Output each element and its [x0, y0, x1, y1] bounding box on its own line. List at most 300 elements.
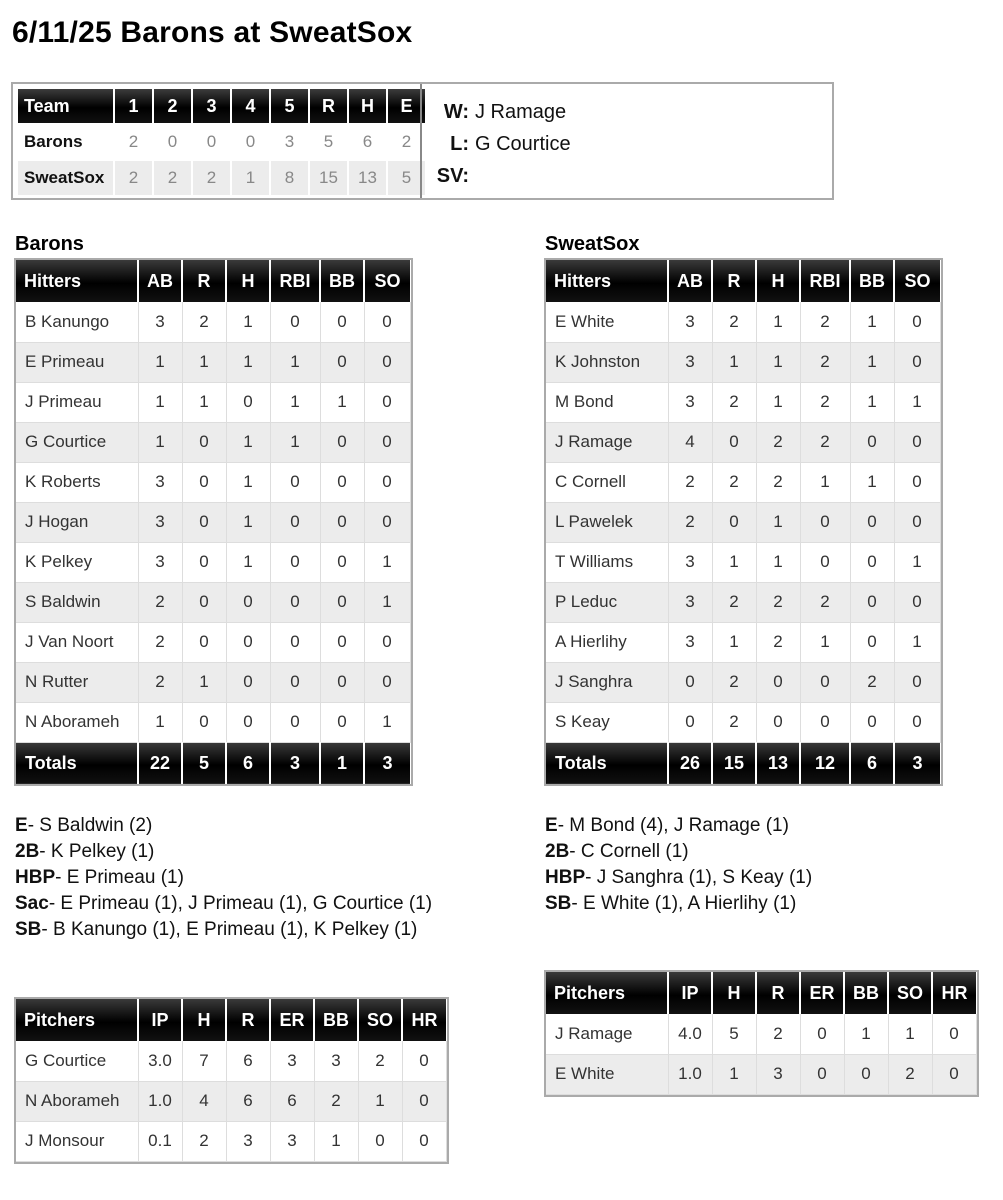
note-text: - S Baldwin (2) [27, 815, 153, 836]
stat-cell: 1 [756, 342, 800, 382]
stat-cell: 3 [138, 542, 182, 582]
totals-cell: 3 [894, 742, 940, 784]
player-name: J Primeau [16, 382, 138, 422]
player-name: N Aborameh [16, 1081, 138, 1121]
stat-cell: 0 [844, 1054, 888, 1094]
stat-cell: 0 [894, 302, 940, 342]
stat-cell: 1 [850, 382, 894, 422]
barons-notes [15, 813, 432, 943]
note-label: SB [15, 919, 42, 940]
sweatsox-pitchers-header [546, 972, 976, 1014]
column-header: Pitchers [546, 972, 668, 1014]
sweatsox-heading: SweatSox [545, 233, 640, 255]
stat-cell: 0 [320, 422, 364, 462]
line-score-panel [11, 82, 834, 200]
stat-cell: 3 [270, 1041, 314, 1081]
table-row [16, 422, 410, 462]
stat-cell: 6 [226, 1081, 270, 1121]
stat-cell: 0 [270, 702, 320, 742]
stat-cell: 0 [364, 342, 410, 382]
column-header: IP [138, 999, 182, 1041]
player-name: L Pawelek [546, 502, 668, 542]
table-row [16, 1121, 446, 1161]
stat-cell: 0 [668, 662, 712, 702]
table-row [16, 382, 410, 422]
stat-cell: 1 [138, 342, 182, 382]
stat-cell: 0 [182, 422, 226, 462]
line-score-header: E [388, 89, 425, 123]
player-name: A Hierlihy [546, 622, 668, 662]
note-label: 2B [15, 841, 40, 862]
stat-cell: 1 [756, 502, 800, 542]
stat-cell: 1.0 [668, 1054, 712, 1094]
line-score-header-row [18, 89, 425, 123]
table-row [546, 1014, 976, 1054]
note-row [545, 891, 812, 917]
table-row [16, 502, 410, 542]
note-row [15, 813, 432, 839]
stat-cell: 0 [182, 622, 226, 662]
table-row [16, 582, 410, 622]
player-name: K Johnston [546, 342, 668, 382]
table-row [16, 1081, 446, 1121]
note-text: - E White (1), A Hierlihy (1) [571, 893, 797, 914]
stat-cell: 1 [138, 702, 182, 742]
stat-cell: 0 [894, 582, 940, 622]
line-score-cell: 5 [388, 161, 425, 195]
stat-cell: 3 [138, 302, 182, 342]
column-header: R [712, 260, 756, 302]
stat-cell: 2 [756, 422, 800, 462]
stat-cell: 3 [668, 382, 712, 422]
column-header: H [756, 260, 800, 302]
barons-hitters-body [16, 302, 410, 784]
line-score-cell: 0 [245, 132, 256, 151]
stat-cell: 2 [668, 462, 712, 502]
totals-label: Totals [16, 742, 138, 784]
sweatsox-pitchers-body [546, 1014, 976, 1094]
stat-cell: 2 [182, 1121, 226, 1161]
column-header: HR [932, 972, 976, 1014]
stat-cell: 0 [320, 702, 364, 742]
stat-cell: 0 [800, 542, 850, 582]
table-row [546, 542, 940, 582]
totals-cell: 26 [668, 742, 712, 784]
stat-cell: 1 [712, 342, 756, 382]
barons-hitters-header [16, 260, 410, 302]
stat-cell: 1 [844, 1014, 888, 1054]
table-row [546, 462, 940, 502]
totals-row [16, 742, 410, 784]
note-text: - E Primeau (1), J Primeau (1), G Courtice (1) [48, 893, 433, 914]
stat-cell: 2 [850, 662, 894, 702]
table-row [16, 622, 410, 662]
table-row [546, 422, 940, 462]
player-name: S Baldwin [16, 582, 138, 622]
player-name: N Rutter [16, 662, 138, 702]
barons-pitchers-header [16, 999, 446, 1041]
stat-cell: 0 [800, 702, 850, 742]
stat-cell: 1 [756, 542, 800, 582]
player-name: J Van Noort [16, 622, 138, 662]
column-header: BB [850, 260, 894, 302]
line-score-cell: 3 [284, 132, 295, 151]
note-text: - M Bond (4), J Ramage (1) [557, 815, 789, 836]
note-text: - C Cornell (1) [569, 841, 689, 862]
stat-cell: 3 [668, 622, 712, 662]
stat-cell: 4.0 [668, 1014, 712, 1054]
table-row [546, 502, 940, 542]
stat-cell: 2 [138, 622, 182, 662]
table-row [546, 382, 940, 422]
stat-cell: 0 [320, 622, 364, 662]
stat-cell: 1 [358, 1081, 402, 1121]
line-score-header: 2 [154, 89, 191, 123]
stat-cell: 1 [226, 302, 270, 342]
stat-cell: 0 [270, 542, 320, 582]
header-row [16, 260, 410, 302]
line-score-header: H [349, 89, 386, 123]
stat-cell: 1 [850, 462, 894, 502]
column-header: ER [270, 999, 314, 1041]
decision-loss [433, 130, 571, 162]
decision-value: J Ramage [475, 101, 567, 123]
line-score-cell: 2 [401, 132, 412, 151]
note-label: 2B [545, 841, 570, 862]
stat-cell: 1 [364, 702, 410, 742]
header-row [546, 260, 940, 302]
player-name: C Cornell [546, 462, 668, 502]
note-text: - E Primeau (1) [55, 867, 184, 888]
player-name: K Roberts [16, 462, 138, 502]
stat-cell: 0 [182, 702, 226, 742]
stat-cell: 2 [888, 1054, 932, 1094]
player-name: J Sanghra [546, 662, 668, 702]
stat-cell: 2 [756, 582, 800, 622]
stat-cell: 0 [182, 462, 226, 502]
table-row [16, 302, 410, 342]
stat-cell: 1 [138, 422, 182, 462]
stat-cell: 0 [402, 1041, 446, 1081]
table-row [16, 542, 410, 582]
stat-cell: 1 [364, 582, 410, 622]
page-title: 6/11/25 Barons at SweatSox [12, 16, 413, 49]
sweatsox-pitchers-panel [544, 970, 979, 1097]
column-header: BB [314, 999, 358, 1041]
stat-cell: 0 [320, 542, 364, 582]
stat-cell: 1 [270, 382, 320, 422]
stat-cell: 1 [182, 382, 226, 422]
stat-cell: 0 [364, 622, 410, 662]
totals-cell: 13 [756, 742, 800, 784]
stat-cell: 0 [270, 662, 320, 702]
header-row [16, 999, 446, 1041]
player-name: T Williams [546, 542, 668, 582]
column-header: BB [320, 260, 364, 302]
note-row [15, 865, 432, 891]
stat-cell: 0 [270, 622, 320, 662]
column-header: BB [844, 972, 888, 1014]
note-row [545, 865, 812, 891]
table-row [546, 1054, 976, 1094]
header-row [546, 972, 976, 1014]
stat-cell: 2 [756, 622, 800, 662]
stat-cell: 2 [800, 422, 850, 462]
line-score-cell: 0 [167, 132, 178, 151]
stat-cell: 1 [138, 382, 182, 422]
player-name: J Ramage [546, 422, 668, 462]
player-name: B Kanungo [16, 302, 138, 342]
column-header: Pitchers [16, 999, 138, 1041]
decision-label: W: [443, 101, 469, 123]
note-text: - B Kanungo (1), E Primeau (1), K Pelkey (1) [41, 919, 418, 940]
stat-cell: 0 [364, 502, 410, 542]
note-row [15, 891, 432, 917]
note-label: HBP [545, 867, 586, 888]
decision-label: SV: [436, 165, 469, 187]
stat-cell: 0 [320, 342, 364, 382]
note-label: E [15, 815, 28, 836]
column-header: R [756, 972, 800, 1014]
stat-cell: 3 [270, 1121, 314, 1161]
player-name: M Bond [546, 382, 668, 422]
stat-cell: 2 [712, 462, 756, 502]
player-name: E Primeau [16, 342, 138, 382]
line-score-team: Barons [24, 132, 83, 151]
sweatsox-hitters-table [546, 260, 941, 784]
totals-cell: 3 [270, 742, 320, 784]
table-row [546, 662, 940, 702]
stat-cell: 1 [182, 662, 226, 702]
stat-cell: 0 [756, 662, 800, 702]
stat-cell: 1 [800, 622, 850, 662]
sweatsox-hitters-panel [544, 258, 943, 786]
stat-cell: 1 [364, 542, 410, 582]
column-header: ER [800, 972, 844, 1014]
sweatsox-pitchers-table [546, 972, 977, 1095]
stat-cell: 0 [182, 502, 226, 542]
line-score-cell: 6 [362, 132, 373, 151]
note-text: - J Sanghra (1), S Keay (1) [585, 867, 813, 888]
stat-cell: 0 [402, 1081, 446, 1121]
decision-value: G Courtice [475, 133, 571, 155]
table-row [16, 342, 410, 382]
note-row [15, 917, 432, 943]
stat-cell: 0 [320, 502, 364, 542]
stat-cell: 0 [850, 622, 894, 662]
stat-cell: 6 [270, 1081, 314, 1121]
stat-cell: 4 [182, 1081, 226, 1121]
note-label: E [545, 815, 558, 836]
stat-cell: 2 [800, 302, 850, 342]
stat-cell: 3 [668, 302, 712, 342]
stat-cell: 3.0 [138, 1041, 182, 1081]
line-score-header: Team [18, 89, 113, 123]
column-header: SO [364, 260, 410, 302]
stat-cell: 1 [226, 342, 270, 382]
column-header: AB [138, 260, 182, 302]
note-row [545, 839, 812, 865]
decision-label: L: [450, 133, 469, 155]
totals-label: Totals [546, 742, 668, 784]
sweatsox-hitters-header [546, 260, 940, 302]
stat-cell: 2 [756, 462, 800, 502]
stat-cell: 0 [894, 662, 940, 702]
note-label: Sac [15, 893, 49, 914]
stat-cell: 0 [894, 462, 940, 502]
table-row [16, 662, 410, 702]
sweatsox-hitters-body [546, 302, 940, 784]
stat-cell: 0.1 [138, 1121, 182, 1161]
column-header: IP [668, 972, 712, 1014]
stat-cell: 0 [364, 422, 410, 462]
stat-cell: 0 [850, 502, 894, 542]
stat-cell: 2 [182, 302, 226, 342]
column-header: R [182, 260, 226, 302]
stat-cell: 1 [894, 622, 940, 662]
player-name: P Leduc [546, 582, 668, 622]
stat-cell: 1 [226, 502, 270, 542]
player-name: S Keay [546, 702, 668, 742]
column-header: SO [894, 260, 940, 302]
table-row [16, 462, 410, 502]
barons-pitchers-table [16, 999, 447, 1162]
stat-cell: 1 [182, 342, 226, 382]
stat-cell: 0 [932, 1054, 976, 1094]
stat-cell: 0 [320, 462, 364, 502]
player-name: G Courtice [16, 1041, 138, 1081]
stat-cell: 0 [712, 502, 756, 542]
stat-cell: 3 [226, 1121, 270, 1161]
stat-cell: 2 [712, 582, 756, 622]
stat-cell: 1 [712, 622, 756, 662]
stat-cell: 1 [270, 342, 320, 382]
totals-cell: 3 [364, 742, 410, 784]
stat-cell: 2 [314, 1081, 358, 1121]
stat-cell: 0 [894, 422, 940, 462]
player-name: K Pelkey [16, 542, 138, 582]
stat-cell: 3 [138, 462, 182, 502]
totals-cell: 22 [138, 742, 182, 784]
stat-cell: 0 [364, 382, 410, 422]
stat-cell: 1 [850, 302, 894, 342]
stat-cell: 1 [712, 542, 756, 582]
totals-row [546, 742, 940, 784]
stat-cell: 1 [314, 1121, 358, 1161]
line-score-cell: 8 [271, 161, 308, 195]
stat-cell: 0 [800, 502, 850, 542]
column-header: H [182, 999, 226, 1041]
stat-cell: 3 [314, 1041, 358, 1081]
table-row [546, 302, 940, 342]
totals-cell: 6 [226, 742, 270, 784]
sweatsox-notes [545, 813, 812, 917]
line-score-cell: 2 [115, 161, 152, 195]
stat-cell: 0 [800, 1054, 844, 1094]
player-name: G Courtice [16, 422, 138, 462]
stat-cell: 0 [182, 542, 226, 582]
stat-cell: 1 [226, 462, 270, 502]
stat-cell: 1 [226, 542, 270, 582]
pitching-decisions [433, 98, 571, 194]
totals-cell: 12 [800, 742, 850, 784]
stat-cell: 0 [712, 422, 756, 462]
stat-cell: 6 [226, 1041, 270, 1081]
stat-cell: 1 [756, 382, 800, 422]
line-score-header: 1 [115, 89, 152, 123]
player-name: J Monsour [16, 1121, 138, 1161]
line-score-header: 4 [232, 89, 269, 123]
stat-cell: 2 [712, 702, 756, 742]
stat-cell: 0 [270, 502, 320, 542]
stat-cell: 1 [850, 342, 894, 382]
stat-cell: 0 [358, 1121, 402, 1161]
stat-cell: 2 [138, 662, 182, 702]
decision-save [433, 162, 571, 194]
stat-cell: 0 [270, 462, 320, 502]
note-label: HBP [15, 867, 56, 888]
player-name: J Ramage [546, 1014, 668, 1054]
column-header: HR [402, 999, 446, 1041]
line-score-team: SweatSox [18, 161, 113, 195]
line-score-header: 5 [271, 89, 308, 123]
stat-cell: 0 [226, 662, 270, 702]
table-row [546, 582, 940, 622]
stat-cell: 1 [888, 1014, 932, 1054]
stat-cell: 2 [712, 382, 756, 422]
line-score-divider [420, 84, 422, 198]
stat-cell: 1 [894, 382, 940, 422]
line-score-cell: 2 [128, 132, 139, 151]
line-score-cell: 0 [206, 132, 217, 151]
column-header: R [226, 999, 270, 1041]
stat-cell: 0 [800, 1014, 844, 1054]
stat-cell: 2 [358, 1041, 402, 1081]
barons-heading: Barons [15, 233, 84, 255]
stat-cell: 0 [850, 582, 894, 622]
note-row [545, 813, 812, 839]
stat-cell: 7 [182, 1041, 226, 1081]
stat-cell: 5 [712, 1014, 756, 1054]
note-text: - K Pelkey (1) [39, 841, 155, 862]
stat-cell: 3 [138, 502, 182, 542]
stat-cell: 1 [226, 422, 270, 462]
stat-cell: 0 [320, 582, 364, 622]
stat-cell: 0 [850, 542, 894, 582]
totals-cell: 6 [850, 742, 894, 784]
line-score-row [18, 125, 425, 159]
line-score-cell: 5 [323, 132, 334, 151]
stat-cell: 0 [364, 302, 410, 342]
stat-cell: 2 [668, 502, 712, 542]
line-score-cell: 1 [232, 161, 269, 195]
stat-cell: 3 [756, 1054, 800, 1094]
stat-cell: 0 [226, 622, 270, 662]
stat-cell: 1 [320, 382, 364, 422]
stat-cell: 1 [712, 1054, 756, 1094]
table-row [546, 702, 940, 742]
stat-cell: 0 [226, 702, 270, 742]
player-name: J Hogan [16, 502, 138, 542]
stat-cell: 0 [226, 382, 270, 422]
table-row [546, 622, 940, 662]
line-score-row [18, 161, 425, 195]
barons-pitchers-panel [14, 997, 449, 1164]
stat-cell: 1.0 [138, 1081, 182, 1121]
stat-cell: 0 [894, 342, 940, 382]
stat-cell: 2 [138, 582, 182, 622]
stat-cell: 0 [320, 662, 364, 702]
